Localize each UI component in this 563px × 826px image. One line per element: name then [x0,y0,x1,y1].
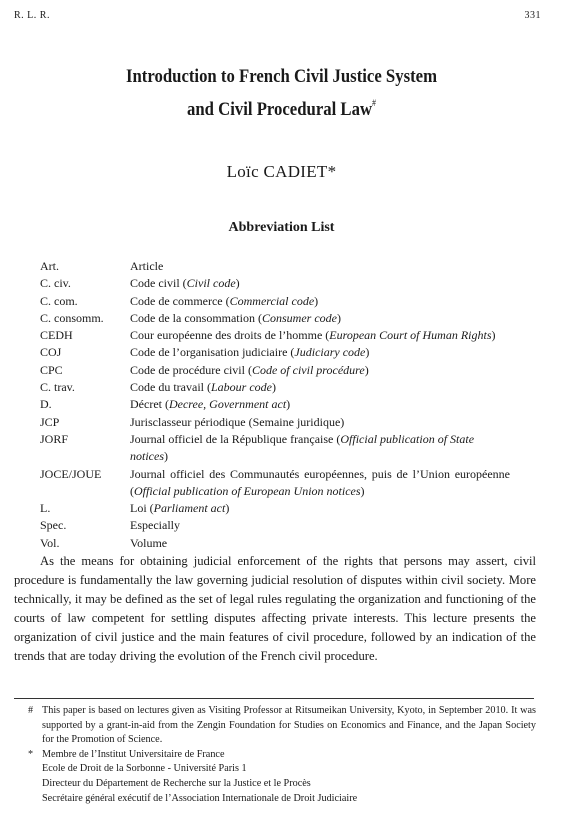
abbreviation-meaning [130,293,510,310]
body-paragraph: As the means for obtaining judicial enforcement of the rights that persons may assert, civil procedure is fundamentally the law governing judicial resolution of disputes within civil society. More technically, it may be defined as the set of legal rules regulating the organization and functioning of the courts of law competent for settling disputes affecting private interests. This lecture presents the organization of civil justice and the main features of civil procedure, followed by an indication of the trends that are today driving the evolution of the French civil procedure. [14,554,536,663]
abbreviation-key: C. com. [40,293,78,308]
abbreviation-meaning-text: Code du travail ( [130,380,211,395]
abbreviation-meaning-text: Jurisclasseur périodique (Semaine juridique) [130,414,345,429]
title-footnote-mark: # [372,98,376,108]
abbreviation-meaning-text: Volume [130,535,168,550]
abbreviation-key: JORF [40,431,69,446]
abbreviation-heading: Abbreviation List [228,220,335,235]
abbreviation-row [40,535,520,552]
abbreviation-row [40,258,520,275]
abbreviation-meaning [130,344,510,361]
page-number: 331 [524,10,541,21]
abbreviation-key: CPC [40,362,63,377]
abbreviation-row [40,379,520,396]
title-line-2 [34,90,529,123]
abbreviation-meaning-text: Code de commerce ( [130,293,230,308]
abbreviation-list [40,258,520,552]
abbreviation-row [40,431,520,466]
abbreviation-key: C. consomm. [40,310,104,325]
abbreviation-row [40,396,520,413]
abbreviation-row [40,327,520,344]
abbreviation-row [40,293,520,310]
abbreviation-closing-paren: ) [235,276,240,291]
abbreviation-meaning [130,258,510,275]
abbreviation-key: C. civ. [40,276,71,291]
abbreviation-meaning-text: Especially [130,518,180,533]
abbreviation-meaning [130,396,510,413]
abbreviation-meaning-text: Code de la consommation ( [130,310,262,325]
author-name: Loïc CADIET* [226,162,337,181]
abbreviation-meaning-text: Décret ( [130,397,169,412]
abbreviation-row [40,275,520,292]
footnote-line: Directeur du Département de Recherche sur la Justice et le Procès [42,777,311,789]
abbreviation-meaning-text: Code de l’organisation judiciaire ( [130,345,295,360]
abbreviation-meaning [130,327,510,344]
abbreviation-row [40,500,520,517]
abbreviation-translation: Decree, Government act [168,397,287,412]
abbreviation-closing-paren: ) [364,362,369,377]
abbreviation-key: C. trav. [40,380,75,395]
abbreviation-key: D. [40,397,52,412]
abbreviation-key: Vol. [40,535,60,550]
abbreviation-translation: European Court of Human Rights [329,328,492,343]
abbreviation-meaning-text: Code civil ( [130,276,187,291]
footnote-divider [14,698,534,699]
abbreviation-key: JOCE/JOUE [40,466,102,481]
paper-title [34,64,529,123]
abbreviation-key: CEDH [40,328,73,343]
abbreviation-meaning [130,414,510,431]
abbreviation-row [40,466,520,501]
abbreviation-closing-paren: ) [164,449,168,464]
abbreviation-meaning [130,275,510,292]
abbreviation-key: Art. [40,259,59,273]
abbreviation-meaning [130,500,510,517]
abbreviation-translation: Code of civil procédure [251,362,365,377]
abbreviation-meaning [130,379,510,396]
abbreviation-closing-paren: ) [271,380,276,395]
abbreviation-row [40,517,520,534]
abbreviation-translation: Official publication of State notices [130,431,475,464]
footnote-mark: * [28,748,34,760]
footnote-text: This paper is based on lectures given as Visiting Professor at Ritsumeikan University, Kyoto, in September 2010. It was supported by a grant-in-aid from the Zengin Foundation for Studies on Economics and Finance, and the Japan Society for the Promotion of Science. [42,705,536,746]
abbreviation-translation: Labour code [210,380,272,395]
abbreviation-meaning-text: Article [130,259,164,273]
abbreviation-translation: Consumer code [261,310,337,325]
abbreviation-closing-paren: ) [360,483,365,498]
abbreviation-closing-paren: ) [286,397,291,412]
abbreviation-meaning-text: Code de procédure civil ( [130,362,252,377]
abbreviation-key: COJ [40,345,62,360]
abbreviation-row [40,414,520,431]
abbreviation-translation: Judiciary code [294,345,366,360]
abbreviation-closing-paren: ) [225,501,230,516]
abbreviation-translation: Official publication of European Union notices [134,483,361,498]
title-line-2-text: and Civil Procedural Law [187,99,373,120]
abbreviation-meaning-text: Journal officiel des Communautés européennes, puis de l’Union européenne ( [130,466,510,498]
abbreviation-row [40,344,520,361]
title-line-1: Introduction to French Civil Justice System [125,66,438,87]
abbreviation-closing-paren: ) [491,328,496,343]
footnote-mark: # [28,705,34,716]
abbreviation-translation: Commercial code [229,293,315,308]
abbreviation-meaning [130,431,510,466]
abbreviation-meaning-text: Loi ( [130,501,154,516]
footnote [28,704,536,748]
abbreviation-meaning [130,535,510,552]
abbreviation-key: Spec. [40,518,67,533]
running-header-journal: R. L. R. [14,10,50,21]
abbreviation-closing-paren: ) [336,310,341,325]
abbreviation-meaning-text: Journal officiel de la République française ( [130,431,341,446]
footnote-line: Ecole de Droit de la Sorbonne - Université Paris 1 [42,763,247,775]
abbreviation-meaning [130,466,510,501]
abbreviation-key: JCP [40,414,60,429]
abbreviation-meaning [130,517,510,534]
abbreviation-translation: Civil code [186,276,236,291]
abbreviation-row [40,362,520,379]
abbreviation-translation: Parliament act [153,501,226,516]
footnote-text: Membre de l’Institut Universitaire de France [42,748,225,760]
footnote-line: Secrétaire général exécutif de l’Association Internationale de Droit Judiciaire [42,792,358,804]
abbreviation-closing-paren: ) [314,293,319,308]
abbreviation-meaning [130,310,510,327]
footnote [28,748,536,806]
abbreviation-closing-paren: ) [365,345,370,360]
abbreviation-meaning-text: Cour européenne des droits de l’homme ( [130,328,330,343]
abbreviation-key: L. [40,501,51,516]
abbreviation-meaning [130,362,510,379]
abbreviation-row [40,310,520,327]
footnotes [28,704,536,806]
